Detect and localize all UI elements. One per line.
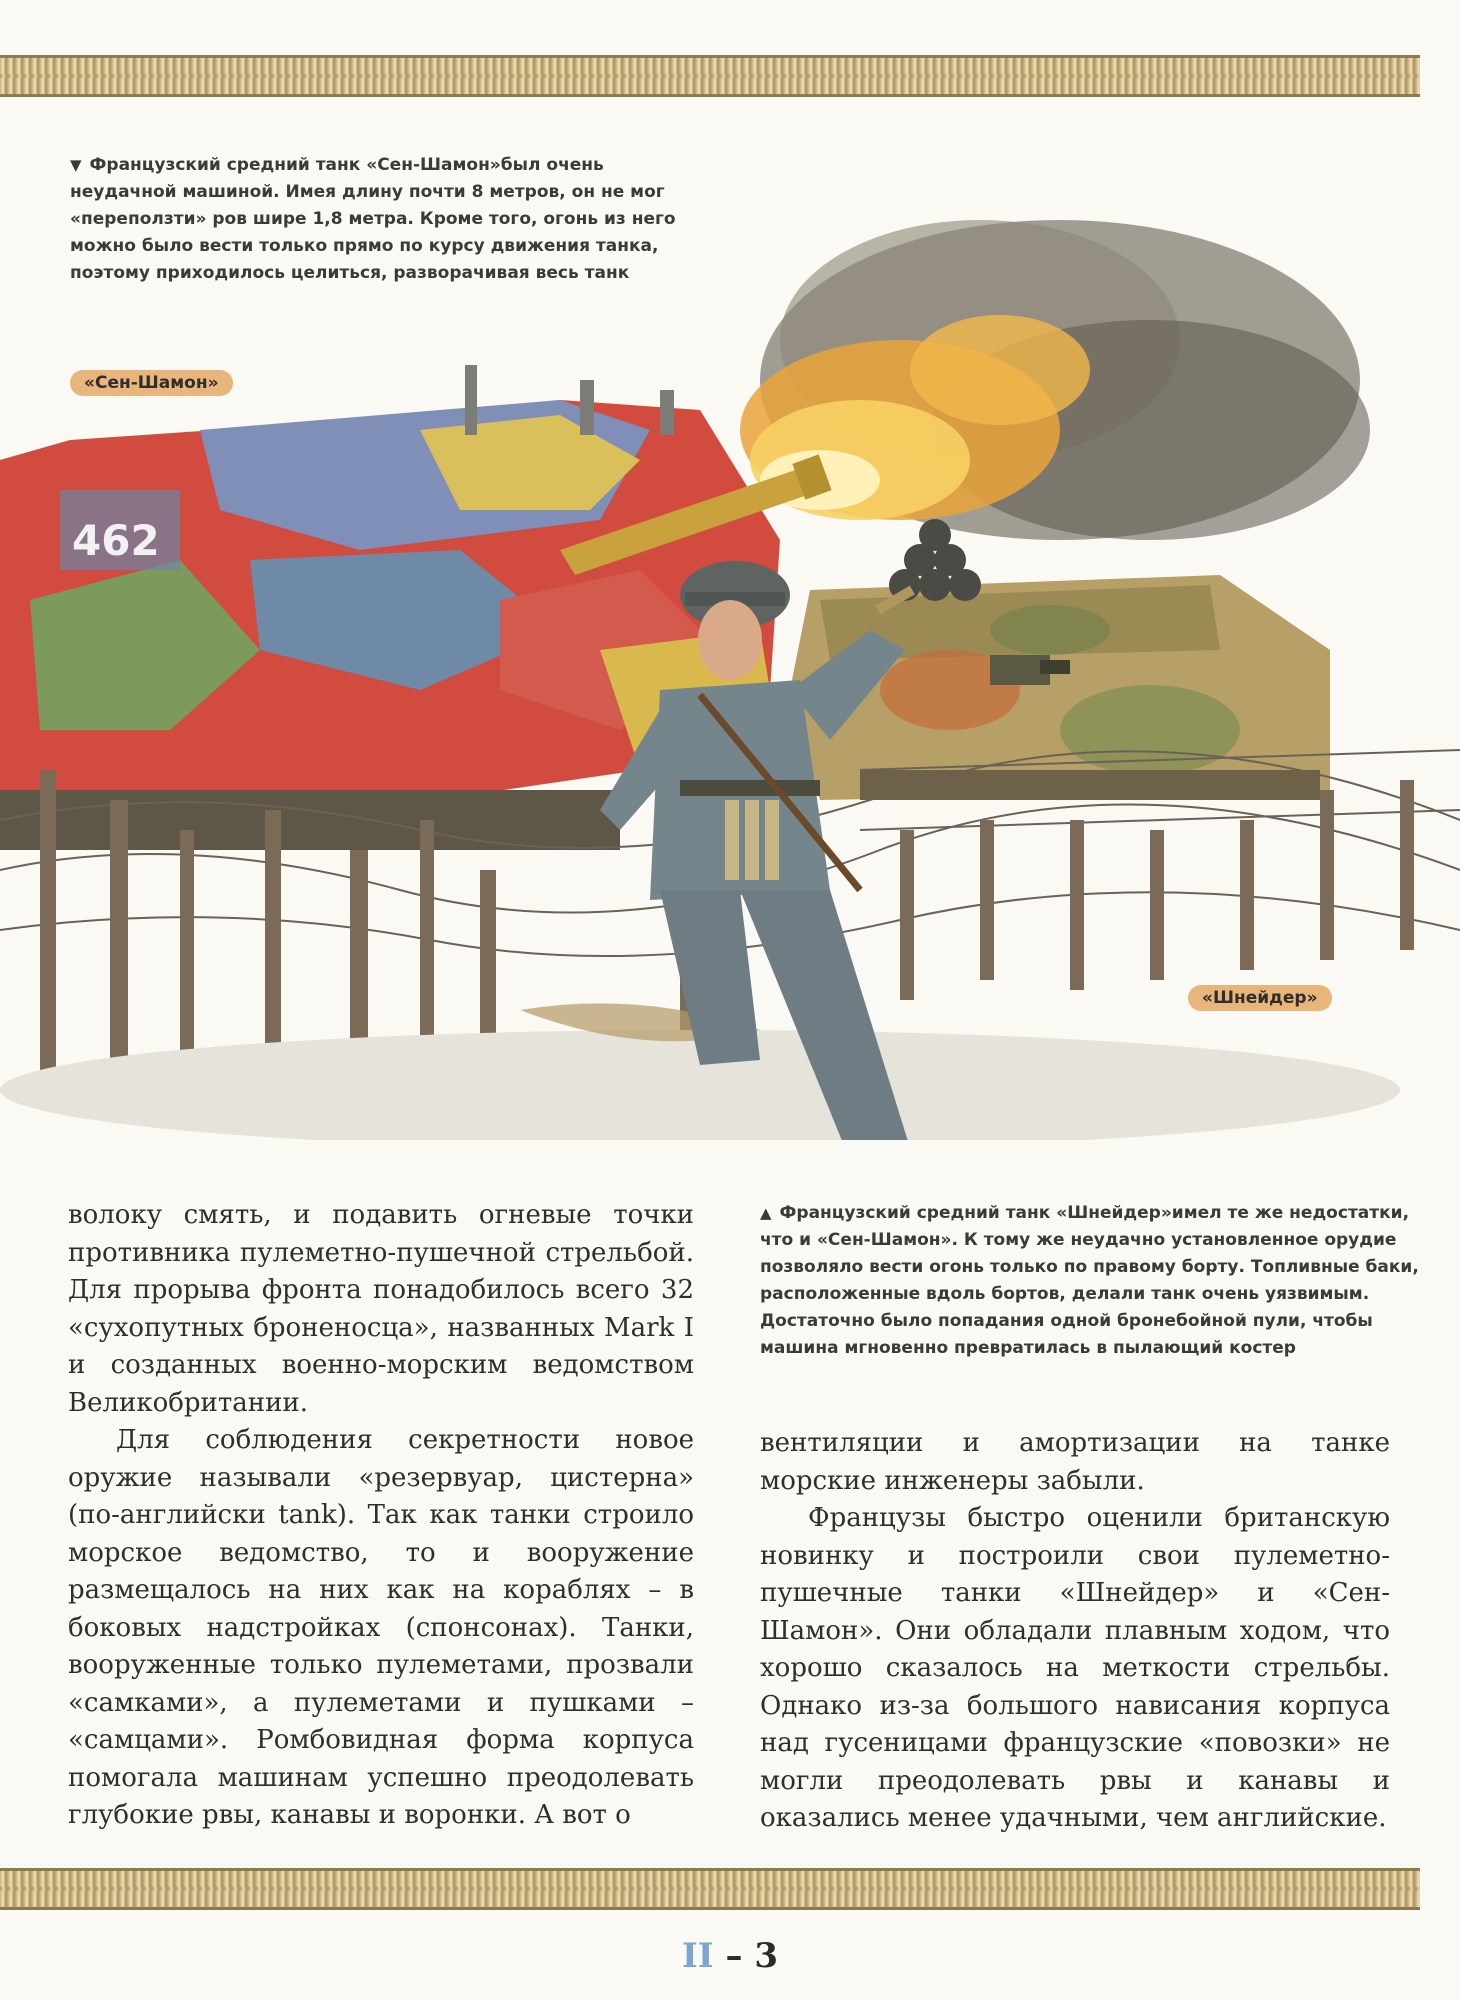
paragraph: волоку смять, и подавить огневые точки противника пулеметно-пушечной стрельбой. Для прорыва фронта понадобилось всего 32 «сухопутных броненосца», названных Mark I и созданных военно-морским ведомством Великобритании. xyxy=(68,1200,694,1418)
paragraph: вентиляции и амортизации на танке морские инженеры забыли. xyxy=(760,1428,1390,1496)
bottom-track-border xyxy=(0,1868,1420,1910)
paragraph: Французы быстро оценили британскую новинку и построили свои пулеметно-пушечные танки «Шнейдер» и «Сен-Шамон». Они обладали плавным ходом, что хорошо сказалось на меткости стрельбы. Однако из-за большого нависания корпуса над гусеницами французские «повозки» не могли преодолевать рвы и канавы и оказались менее удачными, чем английские. xyxy=(760,1503,1390,1833)
caption-saint-chamond: ▼ Французский средний танк «Сен-Шамон»был очень неудачной машиной. Имея длину почти 8 метров, он не мог «переползти» ров шире 1,8 метра. Кроме того, огонь из него можно было вести только прямо по курсу движения танка, поэтому приходилось целиться, разворачивая весь танк xyxy=(70,155,676,283)
tank-number: 462 xyxy=(72,516,160,565)
paragraph: Для соблюдения секретности новое оружие называли «резервуар, цистерна» (по-английски tank). Так как танки строило морское ведомство, то и вооружение размещалось на них как на кораблях – в боковых надстройках (спонсонах). Танки, вооруженные только пулеметами, прозвали «самками», а пулеметами и пушками – «самцами». Ромбовидная форма корпуса помогала машинам успешно преодолевать глубокие рвы, канавы и воронки. А вот о xyxy=(68,1425,694,1830)
arrow-up-icon: ▲ xyxy=(760,1204,772,1222)
arrow-down-icon: ▼ xyxy=(70,156,82,174)
explosion-cloud xyxy=(740,220,1370,540)
body-column-left xyxy=(68,1197,694,1835)
page-number-value: 3 xyxy=(754,1936,779,1976)
top-track-border xyxy=(0,55,1420,97)
label-saint-chamond: «Сен-Шамон» xyxy=(70,370,233,396)
page-number xyxy=(0,1936,1460,1976)
caption-schneider: ▲ Французский средний танк «Шнейдер»имел те же недостатки, что и «Сен-Шамон». К тому же неудачно установленное орудие позволяло вести огонь только по правому борту. Топливные баки, расположенные вдоль бортов, делали танк очень уязвимым. Достаточно было попадания одной бронебойной пули, чтобы машина мгновенно превратилась в пылающий костер xyxy=(760,1203,1419,1358)
body-column-right xyxy=(760,1425,1390,1838)
section-number: II xyxy=(681,1936,714,1976)
folio-dash: – xyxy=(713,1936,755,1976)
label-schneider: «Шнейдер» xyxy=(1188,985,1332,1011)
